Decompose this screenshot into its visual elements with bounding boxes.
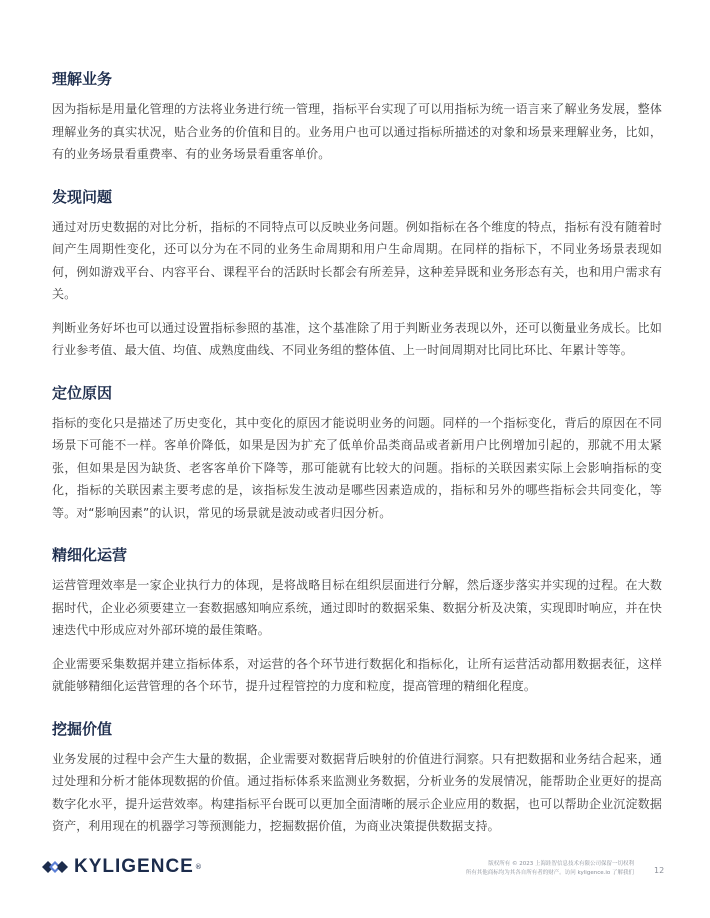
paragraph: 运营管理效率是一家企业执行力的体现，是将战略目标在组织层面进行分解，然后逐步落实并实现的过程。在大数据时代，企业必须要建立一套数据感知响应系统，通过即时的数据采集、数据分析及决策，实现即时响应，并在快速迭代中形成应对外部环境的最佳策略。 xyxy=(52,578,662,637)
section-locate-causes xyxy=(52,382,662,525)
registered-mark: ® xyxy=(194,863,202,871)
legal-notice xyxy=(466,860,634,878)
logo-wordmark: KYLIGENCE xyxy=(74,856,194,877)
section-heading: 挖掘价值 xyxy=(52,719,113,738)
paragraph: 判断业务好坏也可以通过设置指标参照的基准，这个基准除了用于判断业务表现以外，还可以衡量业务成长。比如行业参考值、最大值、均值、成熟度曲线、不同业务组的整体值、上一时间周期对比同比环比、年累计等等。 xyxy=(52,320,662,357)
section-discover-problems xyxy=(52,186,662,362)
section-understand-business xyxy=(52,68,662,166)
legal-line: 所有其他商标均为其各自所有者的财产。访问 kyligence.io 了解我们 xyxy=(465,870,634,876)
section-mine-value xyxy=(52,718,662,838)
page-number: 12 xyxy=(654,866,665,875)
section-refined-operations xyxy=(52,544,662,698)
kyligence-logo-icon xyxy=(42,856,68,878)
paragraph: 企业需要采集数据并建立指标体系，对运营的各个环节进行数据化和指标化，让所有运营活动都用数据表征，这样就能够精细化运营管理的各个环节，提升过程管控的力度和粒度，提高管理的精细化程度。 xyxy=(52,656,662,693)
kyligence-logo xyxy=(42,856,202,878)
paragraph: 通过对历史数据的对比分析，指标的不同特点可以反映业务问题。例如指标在各个维度的特点，指标有没有随着时间产生周期性变化，还可以分为在不同的业务生命周期和用户生命周期。在同样的指标下，不同业务场景表现如何，例如游戏平台、内容平台、课程平台的活跃时长都会有所差异，这种差异既和业务形态有关，也和用户需求有关。 xyxy=(52,219,662,301)
document-body xyxy=(52,68,662,858)
paragraph: 业务发展的过程中会产生大量的数据，企业需要对数据背后映射的价值进行洞察。只有把数据和业务结合起来，通过处理和分析才能体现数据的价值。通过指标体系来监测业务数据，分析业务的发展情况，能帮助企业更好的提高数字化水平，提升运营效率。构建指标平台既可以更加全面清晰的展示企业应用的数据，也可以帮助企业沉淀数据资产，利用现在的机器学习等预测能力，挖掘数据价值，为商业决策提供数据支持。 xyxy=(52,751,662,833)
paragraph: 因为指标是用量化管理的方法将业务进行统一管理，指标平台实现了可以用指标为统一语言来了解业务发展，整体理解业务的真实状况，贴合业务的价值和目的。业务用户也可以通过指标所描述的对象和场景来理解业务，比如，有的业务场景看重费率、有的业务场景看重客单价。 xyxy=(52,102,662,161)
paragraph: 指标的变化只是描述了历史变化，其中变化的原因才能说明业务的问题。同样的一个指标变化，背后的原因在不同场景下可能不一样。客单价降低，如果是因为扩充了低单价品类商品或者新用户比例增加引起的，那就不用太紧张，但如果是因为缺货、老客客单价下降等，那可能就有比较大的问题。指标的关联因素实际上会影响指标的变化，指标的关联因素主要考虑的是，该指标发生波动是哪些因素造成的，指标和另外的哪些指标会共同变化，等等。对“影响因素”的认识，常见的场景就是波动或者归因分析。 xyxy=(52,415,662,520)
section-heading: 精细化运营 xyxy=(52,546,128,564)
legal-line: 版权所有 © 2023 上海跬智信息技术有限公司保留一切权利 xyxy=(488,861,634,867)
page-footer xyxy=(0,848,710,888)
section-heading: 发现问题 xyxy=(52,187,113,206)
section-heading: 定位原因 xyxy=(52,383,113,402)
section-heading: 理解业务 xyxy=(52,70,113,88)
